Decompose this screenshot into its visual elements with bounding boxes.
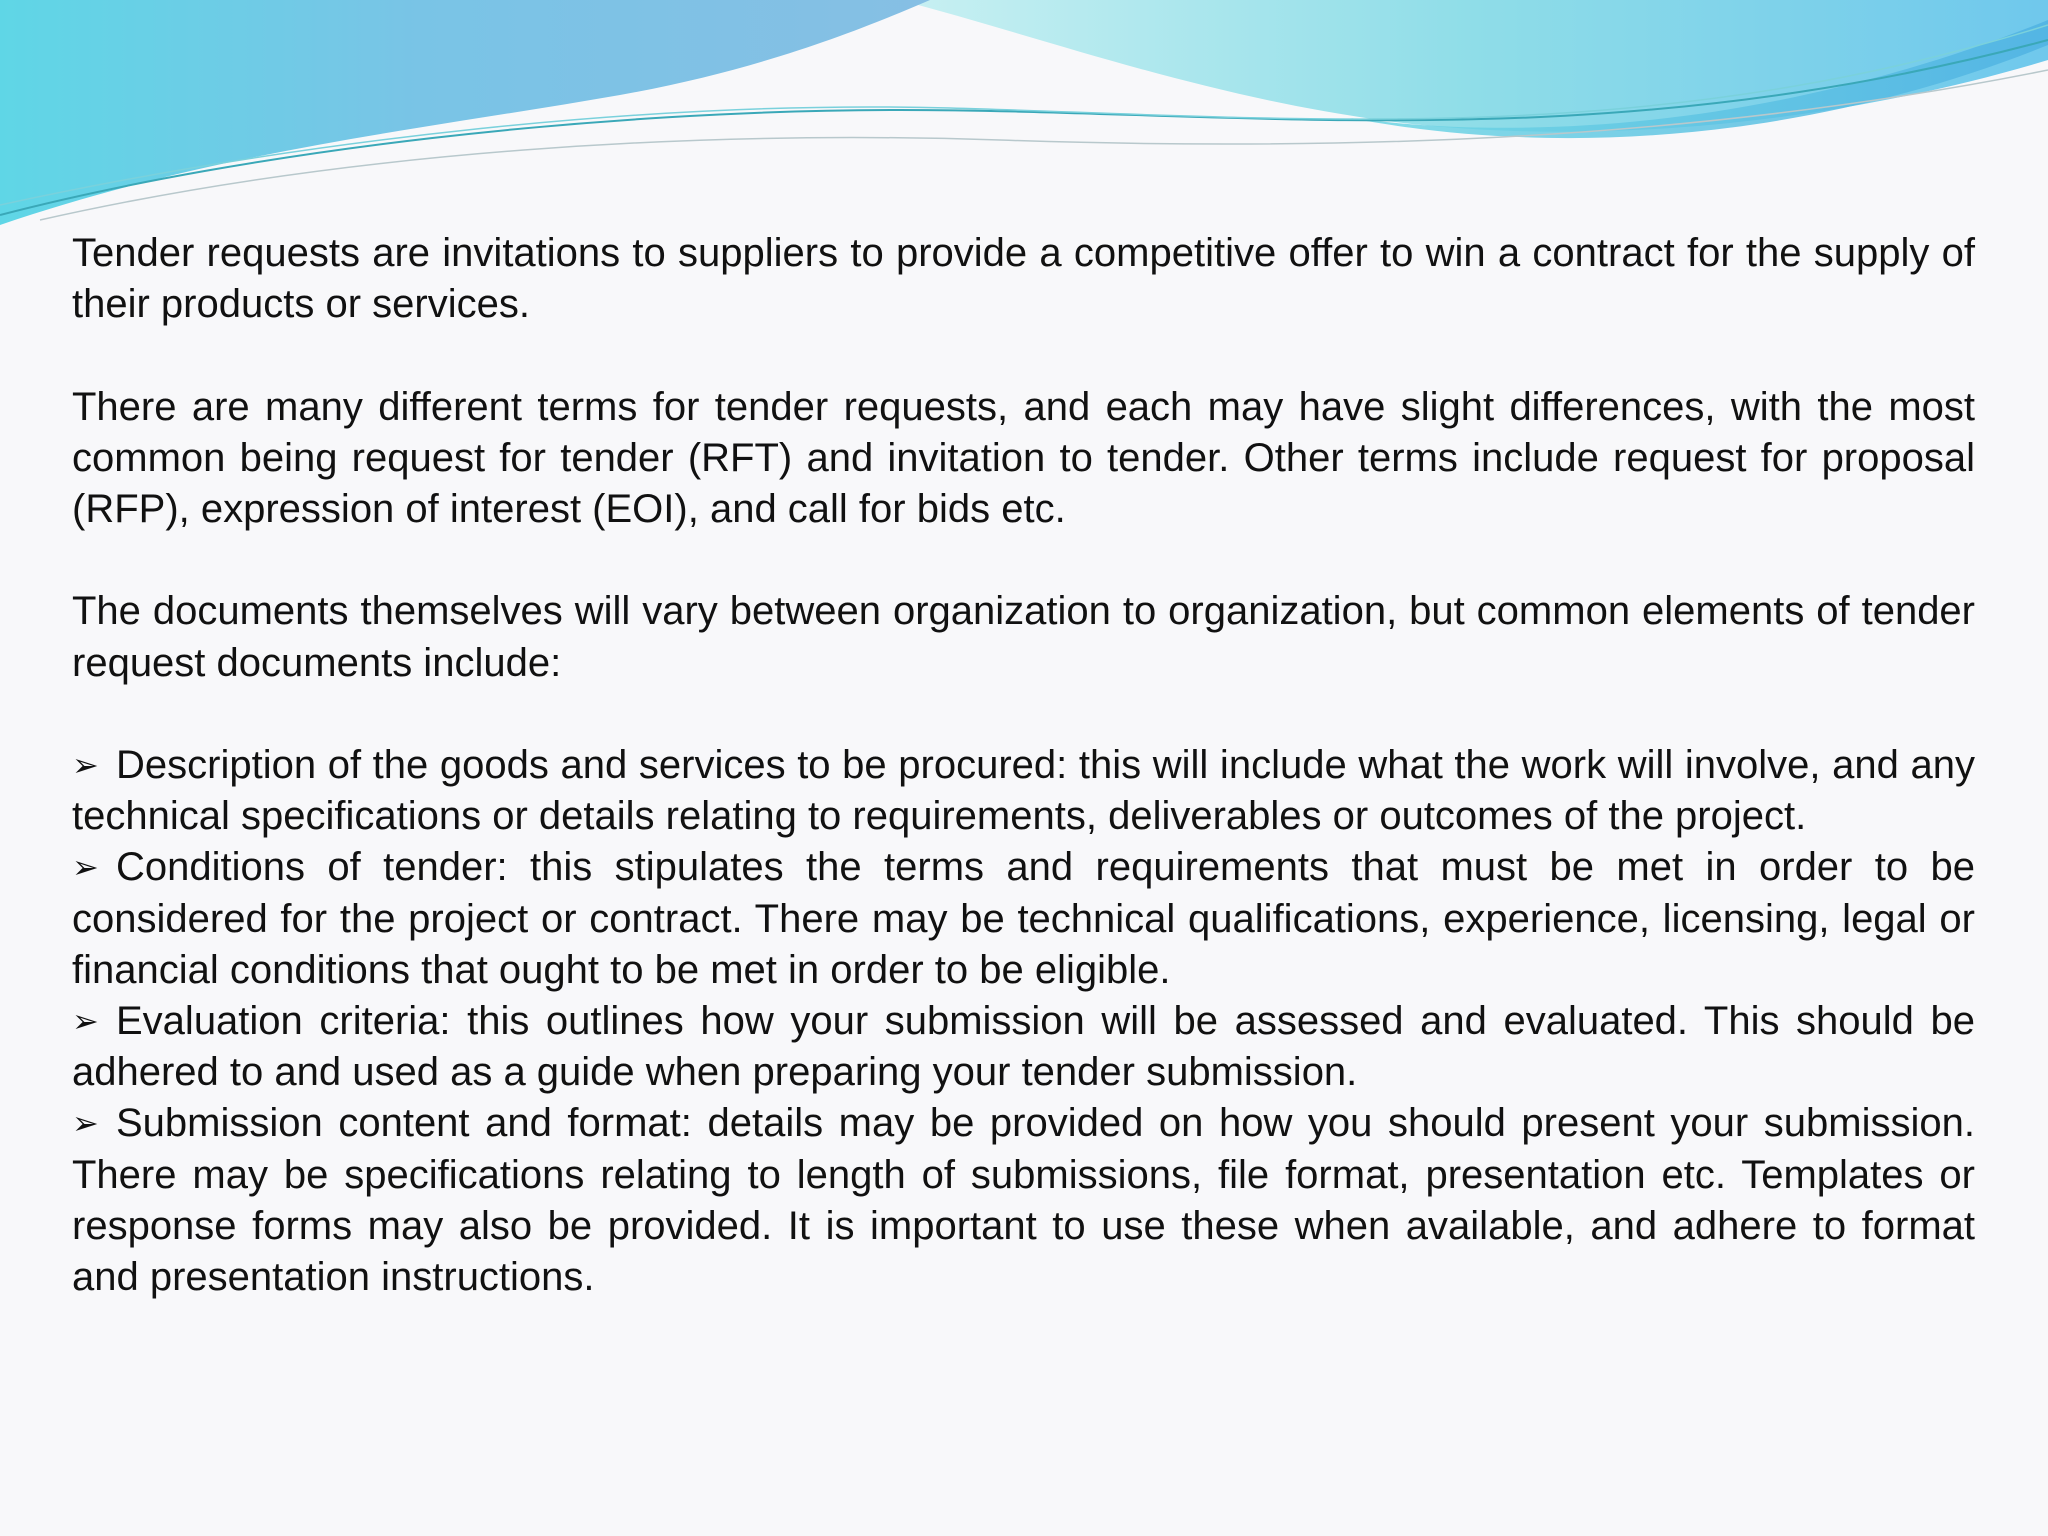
paragraph-documents: The documents themselves will vary between organization to organization, but common elements of tender request documents include: bbox=[72, 589, 1975, 685]
list-item bbox=[72, 740, 1975, 842]
decorative-wave-header bbox=[0, 0, 2048, 240]
arrowhead-bullet-icon: ➢ bbox=[72, 745, 99, 784]
bullet-text: Description of the goods and services to be procured: this will include what the work will involve, and any technical specifications or details relating to requirements, deliverables or outcomes of the project. bbox=[72, 742, 1975, 839]
bullet-list bbox=[72, 740, 1975, 1303]
arrowhead-bullet-icon: ➢ bbox=[72, 1002, 99, 1040]
list-item bbox=[72, 996, 1975, 1098]
paragraph-terms: There are many different terms for tender requests, and each may have slight differences, with the most common being request for tender (RFT) and invitation to tender. Other terms include request for proposal (RFP), expression of interest (EOI), and call for bids etc. bbox=[72, 384, 1975, 531]
list-item bbox=[72, 842, 1975, 996]
paragraph-intro: Tender requests are invitations to suppliers to provide a competitive offer to win a contract for the supply of their products or services. bbox=[72, 231, 1975, 327]
list-item bbox=[72, 1098, 1975, 1303]
body-text bbox=[72, 228, 1975, 1303]
arrowhead-bullet-icon: ➢ bbox=[72, 1104, 99, 1143]
arrowhead-bullet-icon: ➢ bbox=[72, 848, 99, 887]
bullet-text: Submission content and format: details may be provided on how you should present your submission. There may be specifications relating to length of submissions, file format, presentation etc. Templates or response forms may also be provided. It is important to use these when available, and adhere to format and presentation instructions. bbox=[72, 1101, 1975, 1300]
bullet-text: Evaluation criteria: this outlines how your submission will be assessed and evaluated. This should be adhered to and used as a guide when preparing your tender submission. bbox=[72, 999, 1975, 1095]
bullet-text: Conditions of tender: this stipulates the terms and requirements that must be met in order to be considered for the project or contract. There may be technical qualifications, experience, licensing, legal or financial conditions that ought to be met in order to be eligible. bbox=[72, 845, 1975, 992]
